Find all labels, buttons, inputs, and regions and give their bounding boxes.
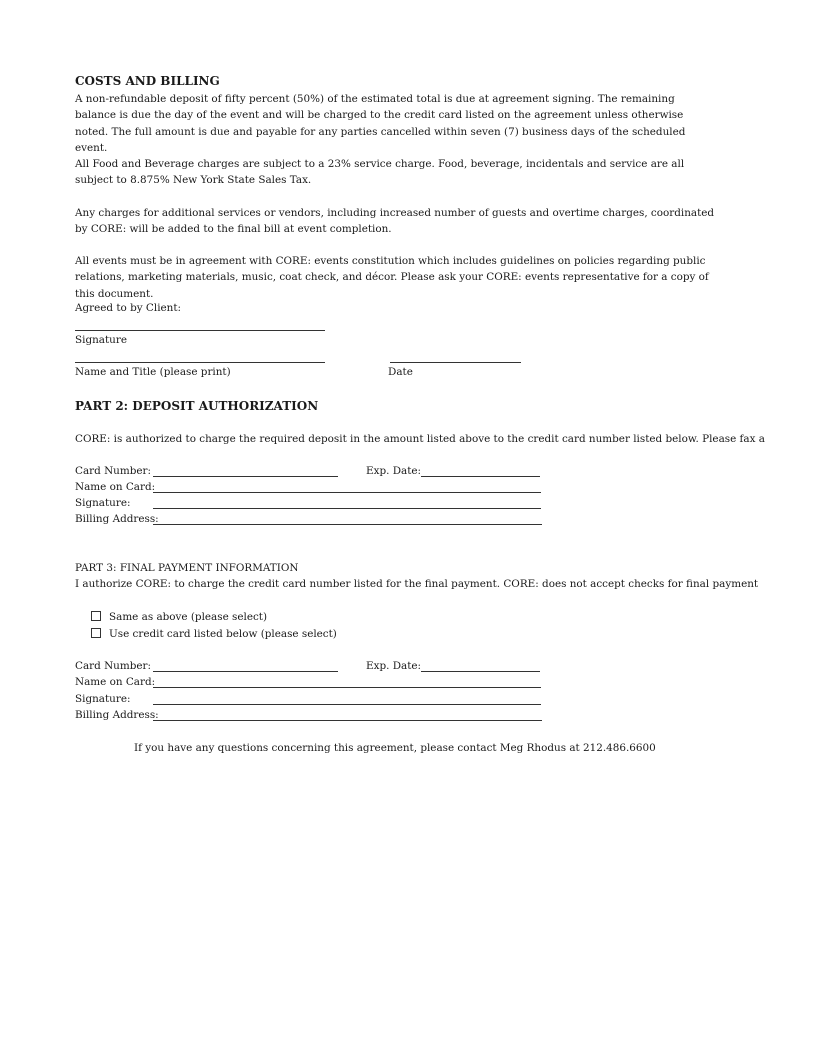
part3-name-on-card-field[interactable] [153,687,541,688]
date-line[interactable] [390,362,521,363]
part3-billing-address-field[interactable] [153,720,542,721]
part2-exp-date-field[interactable] [421,476,540,477]
costs-billing-paragraph-3: Any charges for additional services or vendors, including increased number of guests and overtime charges, coordinated by CORE: will be added to the final bill at event completion. [75,207,715,236]
signature-caption: Signature [75,334,127,346]
part2-billing-address-field[interactable] [153,524,542,525]
part2-heading: PART 2: DEPOSIT AUTHORIZATION [75,399,319,413]
name-title-line[interactable] [75,362,325,363]
part3-option-use-card-below[interactable] [91,628,337,640]
part3-exp-date-field[interactable] [421,671,540,672]
costs-billing-paragraph-2: All Food and Beverage charges are subject to a 23% service charge. Food, beverage, incidentals and service are all subject to 8.875% New York State Sales Tax. [75,158,685,187]
part3-option-same-as-above[interactable] [91,611,267,623]
part3-card-number-field[interactable] [153,671,338,672]
checkbox-use-card-below[interactable] [91,628,101,638]
part2-exp-date-label: Exp. Date: [366,465,422,477]
part3-signature-field[interactable] [153,704,541,705]
part2-authorization-text: CORE: is authorized to charge the required deposit in the amount listed above to the credit card number listed below. Please fax a [75,433,765,445]
option-use-card-below-label: Use credit card listed below (please select) [109,628,337,640]
checkbox-same-as-above[interactable] [91,611,101,621]
part2-name-on-card-label: Name on Card: [75,481,156,493]
part2-billing-address-label: Billing Address: [75,513,159,525]
part3-card-number-label: Card Number: [75,660,151,672]
name-title-caption: Name and Title (please print) [75,366,231,378]
agreed-by-client-label: Agreed to by Client: [75,302,182,314]
part2-card-number-label: Card Number: [75,465,151,477]
part3-heading: PART 3: FINAL PAYMENT INFORMATION [75,562,299,574]
costs-billing-heading: COSTS AND BILLING [75,74,220,88]
part2-card-number-field[interactable] [153,476,338,477]
part3-signature-label: Signature: [75,693,131,705]
costs-billing-paragraph-1: A non-refundable deposit of fifty percent (50%) of the estimated total is due at agreement signing. The remaining balance is due the day of the event and will be charged to the credit card listed on the agreement unless otherwise noted. The full amount is due and payable for any parties cancelled within seven (7) business days of the scheduled event. [75,93,686,155]
part2-signature-label: Signature: [75,497,131,509]
part2-name-on-card-field[interactable] [153,492,541,493]
part3-exp-date-label: Exp. Date: [366,660,422,672]
date-caption: Date [388,366,413,378]
costs-billing-paragraph-4: All events must be in agreement with CORE: events constitution which includes guidelines on policies regarding public relations, marketing materials, music, coat check, and décor. Please ask your CORE: events representative for a copy of this document. [75,255,709,300]
part3-authorization-text: I authorize CORE: to charge the credit card number listed for the final payment. CORE: does not accept checks for final payment [75,578,759,590]
part3-billing-address-label: Billing Address: [75,709,159,721]
part3-name-on-card-label: Name on Card: [75,676,156,688]
client-signature-line[interactable] [75,330,325,331]
option-same-as-above-label: Same as above (please select) [109,611,268,623]
part2-signature-field[interactable] [153,508,541,509]
contact-footer: If you have any questions concerning this agreement, please contact Meg Rhodus at 212.486.6600 [134,742,656,754]
